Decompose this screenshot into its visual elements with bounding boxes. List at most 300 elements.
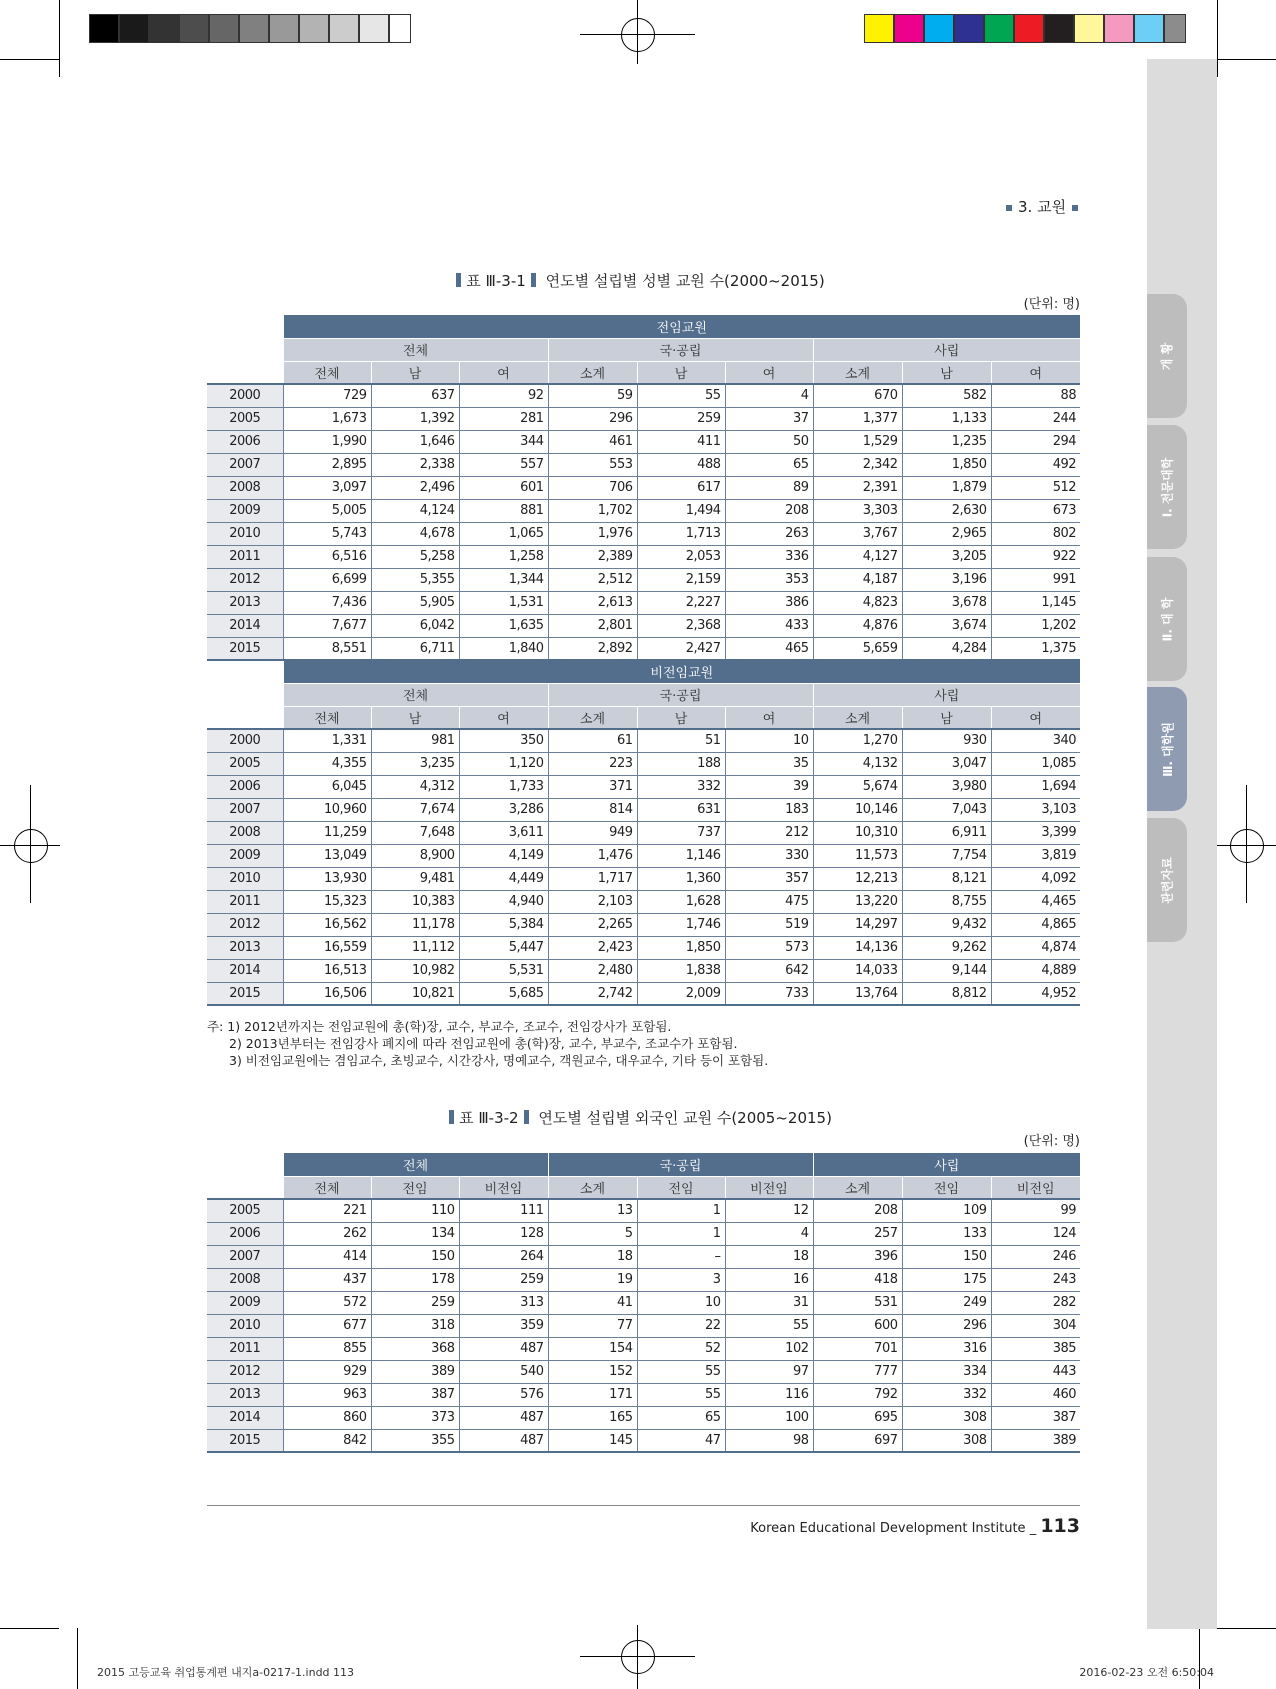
value-cell: 3,235 <box>371 752 459 775</box>
value-cell: 59 <box>548 384 637 407</box>
table-row <box>207 430 1080 453</box>
print-slug-timestamp: 2016-02-23 오전 6:50:04 <box>1079 1666 1214 1679</box>
value-cell: 98 <box>725 1429 813 1452</box>
value-cell: 11,573 <box>813 844 902 867</box>
value-cell: 2,742 <box>548 982 637 1005</box>
value-cell: 6,042 <box>371 614 459 637</box>
value-cell: 37 <box>725 407 813 430</box>
value-cell: 387 <box>991 1406 1080 1429</box>
year-cell: 2012 <box>207 1360 283 1383</box>
group-header: 사립 <box>813 338 1080 361</box>
value-cell: 111 <box>459 1199 548 1222</box>
value-cell: 5,258 <box>371 545 459 568</box>
value-cell: 4,149 <box>459 844 548 867</box>
value-cell: 2,389 <box>548 545 637 568</box>
value-cell: 5,905 <box>371 591 459 614</box>
value-cell: 13,220 <box>813 890 902 913</box>
year-cell: 2013 <box>207 591 283 614</box>
year-cell: 2011 <box>207 545 283 568</box>
table-row <box>207 775 1080 798</box>
note-2: 2) 2013년부터는 전임강사 폐지에 따라 전임교원에 총(학)장, 교수, 부교수, 조교수가 포함됨. <box>229 1036 738 1051</box>
value-cell: 150 <box>371 1245 459 1268</box>
value-cell: 2,265 <box>548 913 637 936</box>
column-header: 소계 <box>813 706 902 729</box>
column-header: 여 <box>459 361 548 384</box>
value-cell: 1,065 <box>459 522 548 545</box>
column-header: 남 <box>902 706 991 729</box>
column-header: 비전임 <box>991 1176 1080 1199</box>
year-cell: 2010 <box>207 522 283 545</box>
value-cell: 802 <box>991 522 1080 545</box>
value-cell: 701 <box>813 1337 902 1360</box>
year-cell: 2009 <box>207 844 283 867</box>
value-cell: 50 <box>725 430 813 453</box>
side-tab-related-data[interactable] <box>1147 818 1187 942</box>
value-cell: 991 <box>991 568 1080 591</box>
value-cell: 2,053 <box>637 545 725 568</box>
side-tab-label: 개 황 <box>1160 342 1175 370</box>
value-cell: 318 <box>371 1314 459 1337</box>
table-row <box>207 476 1080 499</box>
table-row <box>207 591 1080 614</box>
value-cell: 1,344 <box>459 568 548 591</box>
value-cell: 4,132 <box>813 752 902 775</box>
table-row <box>207 499 1080 522</box>
column-header: 비전임 <box>725 1176 813 1199</box>
year-cell: 2010 <box>207 1314 283 1337</box>
value-cell: 55 <box>637 384 725 407</box>
value-cell: 5,659 <box>813 637 902 660</box>
value-cell: 10 <box>725 729 813 752</box>
group-header: 국·공립 <box>548 1153 813 1176</box>
value-cell: 1,531 <box>459 591 548 614</box>
value-cell: 1 <box>637 1222 725 1245</box>
value-cell: 7,436 <box>283 591 371 614</box>
value-cell: 706 <box>548 476 637 499</box>
column-header: 소계 <box>548 1176 637 1199</box>
column-header: 여 <box>459 706 548 729</box>
table-row <box>207 936 1080 959</box>
value-cell: 3,611 <box>459 821 548 844</box>
value-cell: 336 <box>725 545 813 568</box>
value-cell: 304 <box>991 1314 1080 1337</box>
column-header: 소계 <box>813 361 902 384</box>
value-cell: 573 <box>725 936 813 959</box>
value-cell: 1,529 <box>813 430 902 453</box>
value-cell: 18 <box>548 1245 637 1268</box>
table-row <box>207 1245 1080 1268</box>
value-cell: 6,699 <box>283 568 371 591</box>
table-row <box>207 729 1080 752</box>
value-cell: 3,674 <box>902 614 991 637</box>
side-tab-graduate-school[interactable] <box>1147 687 1187 811</box>
value-cell: 109 <box>902 1199 991 1222</box>
value-cell: 92 <box>459 384 548 407</box>
column-header: 남 <box>371 361 459 384</box>
value-cell: 572 <box>283 1291 371 1314</box>
year-cell: 2014 <box>207 1406 283 1429</box>
value-cell: 99 <box>991 1199 1080 1222</box>
value-cell: 89 <box>725 476 813 499</box>
value-cell: 308 <box>902 1429 991 1452</box>
side-tab-label: Ⅰ. 전문대학 <box>1160 457 1175 517</box>
value-cell: 6,516 <box>283 545 371 568</box>
table-row <box>207 1199 1080 1222</box>
value-cell: 2,427 <box>637 637 725 660</box>
value-cell: – <box>637 1245 725 1268</box>
value-cell: 100 <box>725 1406 813 1429</box>
value-cell: 4,876 <box>813 614 902 637</box>
table1 <box>207 315 1080 1006</box>
value-cell: 281 <box>459 407 548 430</box>
year-cell: 2014 <box>207 959 283 982</box>
side-tab-overview[interactable] <box>1147 294 1187 418</box>
value-cell: 102 <box>725 1337 813 1360</box>
value-cell: 10 <box>637 1291 725 1314</box>
value-cell: 553 <box>548 453 637 476</box>
value-cell: 65 <box>637 1406 725 1429</box>
group-header: 사립 <box>813 683 1080 706</box>
value-cell: 12 <box>725 1199 813 1222</box>
value-cell: 282 <box>991 1291 1080 1314</box>
value-cell: 2,801 <box>548 614 637 637</box>
table-row <box>207 545 1080 568</box>
value-cell: 7,677 <box>283 614 371 637</box>
table-row <box>207 1222 1080 1245</box>
value-cell: 389 <box>371 1360 459 1383</box>
value-cell: 576 <box>459 1383 548 1406</box>
value-cell: 5,384 <box>459 913 548 936</box>
value-cell: 414 <box>283 1245 371 1268</box>
value-cell: 3,103 <box>991 798 1080 821</box>
value-cell: 1,733 <box>459 775 548 798</box>
table-row <box>207 1337 1080 1360</box>
value-cell: 792 <box>813 1383 902 1406</box>
value-cell: 10,383 <box>371 890 459 913</box>
value-cell: 1,850 <box>902 453 991 476</box>
table1-notes <box>207 1018 768 1069</box>
group-header: 전체 <box>283 338 548 361</box>
value-cell: 246 <box>991 1245 1080 1268</box>
value-cell: 3,399 <box>991 821 1080 844</box>
value-cell: 1,646 <box>371 430 459 453</box>
value-cell: 1,702 <box>548 499 637 522</box>
value-cell: 13,930 <box>283 867 371 890</box>
value-cell: 2,368 <box>637 614 725 637</box>
table2-title: 연도별 설립별 외국인 교원 수(2005~2015) <box>538 1109 832 1127</box>
value-cell: 1,879 <box>902 476 991 499</box>
group-header: 전체 <box>283 683 548 706</box>
value-cell: 3,980 <box>902 775 991 798</box>
value-cell: 150 <box>902 1245 991 1268</box>
group-header: 사립 <box>813 1153 1080 1176</box>
table-row <box>207 1314 1080 1337</box>
value-cell: 1,145 <box>991 591 1080 614</box>
value-cell: 443 <box>991 1360 1080 1383</box>
group-header: 국·공립 <box>548 683 813 706</box>
value-cell: 10,310 <box>813 821 902 844</box>
value-cell: 3,767 <box>813 522 902 545</box>
value-cell: 2,159 <box>637 568 725 591</box>
value-cell: 2,480 <box>548 959 637 982</box>
value-cell: 19 <box>548 1268 637 1291</box>
value-cell: 359 <box>459 1314 548 1337</box>
value-cell: 475 <box>725 890 813 913</box>
value-cell: 88 <box>991 384 1080 407</box>
value-cell: 8,121 <box>902 867 991 890</box>
column-header: 전체 <box>283 1176 371 1199</box>
value-cell: 930 <box>902 729 991 752</box>
value-cell: 385 <box>991 1337 1080 1360</box>
value-cell: 16 <box>725 1268 813 1291</box>
value-cell: 10,960 <box>283 798 371 821</box>
year-cell: 2000 <box>207 729 283 752</box>
value-cell: 188 <box>637 752 725 775</box>
value-cell: 10,821 <box>371 982 459 1005</box>
year-cell: 2015 <box>207 637 283 660</box>
value-cell: 4,865 <box>991 913 1080 936</box>
value-cell: 41 <box>548 1291 637 1314</box>
value-cell: 437 <box>283 1268 371 1291</box>
value-cell: 152 <box>548 1360 637 1383</box>
value-cell: 368 <box>371 1337 459 1360</box>
column-header: 전임 <box>637 1176 725 1199</box>
table2-caption <box>0 1107 1276 1128</box>
value-cell: 677 <box>283 1314 371 1337</box>
value-cell: 31 <box>725 1291 813 1314</box>
value-cell: 7,674 <box>371 798 459 821</box>
table-row <box>207 798 1080 821</box>
value-cell: 860 <box>283 1406 371 1429</box>
value-cell: 97 <box>725 1360 813 1383</box>
value-cell: 10,146 <box>813 798 902 821</box>
value-cell: 134 <box>371 1222 459 1245</box>
year-cell: 2006 <box>207 1222 283 1245</box>
table-row <box>207 1383 1080 1406</box>
table-row <box>207 1406 1080 1429</box>
value-cell: 249 <box>902 1291 991 1314</box>
value-cell: 1,990 <box>283 430 371 453</box>
value-cell: 7,754 <box>902 844 991 867</box>
table-row <box>207 844 1080 867</box>
value-cell: 2,103 <box>548 890 637 913</box>
value-cell: 5,531 <box>459 959 548 982</box>
table-row <box>207 959 1080 982</box>
value-cell: 433 <box>725 614 813 637</box>
value-cell: 4,187 <box>813 568 902 591</box>
value-cell: 733 <box>725 982 813 1005</box>
value-cell: 243 <box>991 1268 1080 1291</box>
value-cell: 617 <box>637 476 725 499</box>
value-cell: 488 <box>637 453 725 476</box>
value-cell: 487 <box>459 1406 548 1429</box>
value-cell: 12,213 <box>813 867 902 890</box>
value-cell: 259 <box>637 407 725 430</box>
year-cell: 2008 <box>207 476 283 499</box>
value-cell: 175 <box>902 1268 991 1291</box>
value-cell: 16,506 <box>283 982 371 1005</box>
value-cell: 842 <box>283 1429 371 1452</box>
side-tab-junior-college[interactable] <box>1147 425 1187 549</box>
value-cell: 512 <box>991 476 1080 499</box>
value-cell: 77 <box>548 1314 637 1337</box>
value-cell: 4 <box>725 384 813 407</box>
value-cell: 316 <box>902 1337 991 1360</box>
table2 <box>207 1153 1080 1453</box>
value-cell: 7,043 <box>902 798 991 821</box>
value-cell: 1,838 <box>637 959 725 982</box>
value-cell: 2,512 <box>548 568 637 591</box>
value-cell: 294 <box>991 430 1080 453</box>
table1-caption <box>0 270 1276 291</box>
value-cell: 4,465 <box>991 890 1080 913</box>
value-cell: 4 <box>725 1222 813 1245</box>
page-number: 113 <box>1040 1515 1080 1537</box>
value-cell: 981 <box>371 729 459 752</box>
value-cell: 11,112 <box>371 936 459 959</box>
column-header: 소계 <box>548 706 637 729</box>
value-cell: 387 <box>371 1383 459 1406</box>
table1-label: 표 Ⅲ-3-1 <box>466 272 526 290</box>
value-cell: 296 <box>902 1314 991 1337</box>
value-cell: 47 <box>637 1429 725 1452</box>
value-cell: 16,562 <box>283 913 371 936</box>
table-row <box>207 1291 1080 1314</box>
table-row <box>207 522 1080 545</box>
value-cell: 1 <box>637 1199 725 1222</box>
value-cell: 5,674 <box>813 775 902 798</box>
value-cell: 1,331 <box>283 729 371 752</box>
table-row <box>207 890 1080 913</box>
value-cell: 2,892 <box>548 637 637 660</box>
value-cell: 1,120 <box>459 752 548 775</box>
value-cell: 1,375 <box>991 637 1080 660</box>
table2-unit: (단위: 명) <box>1023 1134 1080 1149</box>
column-header: 전체 <box>283 706 371 729</box>
value-cell: 2,009 <box>637 982 725 1005</box>
year-cell: 2000 <box>207 384 283 407</box>
value-cell: 673 <box>991 499 1080 522</box>
value-cell: 389 <box>991 1429 1080 1452</box>
value-cell: 600 <box>813 1314 902 1337</box>
value-cell: 16,559 <box>283 936 371 959</box>
value-cell: 353 <box>725 568 813 591</box>
value-cell: 695 <box>813 1406 902 1429</box>
value-cell: 183 <box>725 798 813 821</box>
value-cell: 15,323 <box>283 890 371 913</box>
year-cell: 2013 <box>207 1383 283 1406</box>
value-cell: 171 <box>548 1383 637 1406</box>
value-cell: 3 <box>637 1268 725 1291</box>
value-cell: 697 <box>813 1429 902 1452</box>
note-3: 3) 비전임교원에는 겸임교수, 초빙교수, 시간강사, 명예교수, 객원교수, 대우교수, 기타 등이 포함됨. <box>229 1053 769 1068</box>
table-row <box>207 614 1080 637</box>
value-cell: 637 <box>371 384 459 407</box>
column-header: 소계 <box>548 361 637 384</box>
blank-cell <box>207 1176 283 1199</box>
value-cell: 4,092 <box>991 867 1080 890</box>
value-cell: 386 <box>725 591 813 614</box>
table-row <box>207 384 1080 407</box>
value-cell: 2,496 <box>371 476 459 499</box>
value-cell: 65 <box>725 453 813 476</box>
side-tab-university[interactable] <box>1147 557 1187 681</box>
value-cell: 6,045 <box>283 775 371 798</box>
section-title: 3. 교원 <box>1018 198 1067 216</box>
page-footer <box>750 1515 1080 1537</box>
year-cell: 2007 <box>207 798 283 821</box>
table-row <box>207 637 1080 660</box>
value-cell: 1,360 <box>637 867 725 890</box>
value-cell: 371 <box>548 775 637 798</box>
year-cell: 2010 <box>207 867 283 890</box>
column-header: 전체 <box>283 361 371 384</box>
value-cell: 8,900 <box>371 844 459 867</box>
section-header <box>1000 196 1084 217</box>
value-cell: 1,713 <box>637 522 725 545</box>
value-cell: 1,235 <box>902 430 991 453</box>
value-cell: 8,812 <box>902 982 991 1005</box>
value-cell: 461 <box>548 430 637 453</box>
value-cell: 1,840 <box>459 637 548 660</box>
value-cell: 145 <box>548 1429 637 1452</box>
value-cell: 116 <box>725 1383 813 1406</box>
value-cell: 52 <box>637 1337 725 1360</box>
value-cell: 39 <box>725 775 813 798</box>
value-cell: 2,965 <box>902 522 991 545</box>
value-cell: 1,976 <box>548 522 637 545</box>
value-cell: 257 <box>813 1222 902 1245</box>
side-tab-label: Ⅲ. 대학원 <box>1160 721 1175 777</box>
value-cell: 4,678 <box>371 522 459 545</box>
value-cell: 14,033 <box>813 959 902 982</box>
value-cell: 11,259 <box>283 821 371 844</box>
value-cell: 13 <box>548 1199 637 1222</box>
value-cell: 411 <box>637 430 725 453</box>
value-cell: 332 <box>637 775 725 798</box>
value-cell: 13,049 <box>283 844 371 867</box>
year-cell: 2006 <box>207 430 283 453</box>
value-cell: 922 <box>991 545 1080 568</box>
value-cell: 670 <box>813 384 902 407</box>
value-cell: 133 <box>902 1222 991 1245</box>
value-cell: 244 <box>991 407 1080 430</box>
value-cell: 5,743 <box>283 522 371 545</box>
year-cell: 2005 <box>207 407 283 430</box>
value-cell: 330 <box>725 844 813 867</box>
value-cell: 1,202 <box>991 614 1080 637</box>
value-cell: 949 <box>548 821 637 844</box>
value-cell: 963 <box>283 1383 371 1406</box>
value-cell: 259 <box>459 1268 548 1291</box>
value-cell: 1,494 <box>637 499 725 522</box>
value-cell: 2,342 <box>813 453 902 476</box>
value-cell: 1,635 <box>459 614 548 637</box>
value-cell: 929 <box>283 1360 371 1383</box>
value-cell: 3,303 <box>813 499 902 522</box>
value-cell: 1,258 <box>459 545 548 568</box>
value-cell: 124 <box>991 1222 1080 1245</box>
value-cell: 221 <box>283 1199 371 1222</box>
value-cell: 5,005 <box>283 499 371 522</box>
value-cell: 3,678 <box>902 591 991 614</box>
value-cell: 128 <box>459 1222 548 1245</box>
value-cell: 373 <box>371 1406 459 1429</box>
value-cell: 212 <box>725 821 813 844</box>
value-cell: 3,196 <box>902 568 991 591</box>
table-row <box>207 407 1080 430</box>
value-cell: 296 <box>548 407 637 430</box>
